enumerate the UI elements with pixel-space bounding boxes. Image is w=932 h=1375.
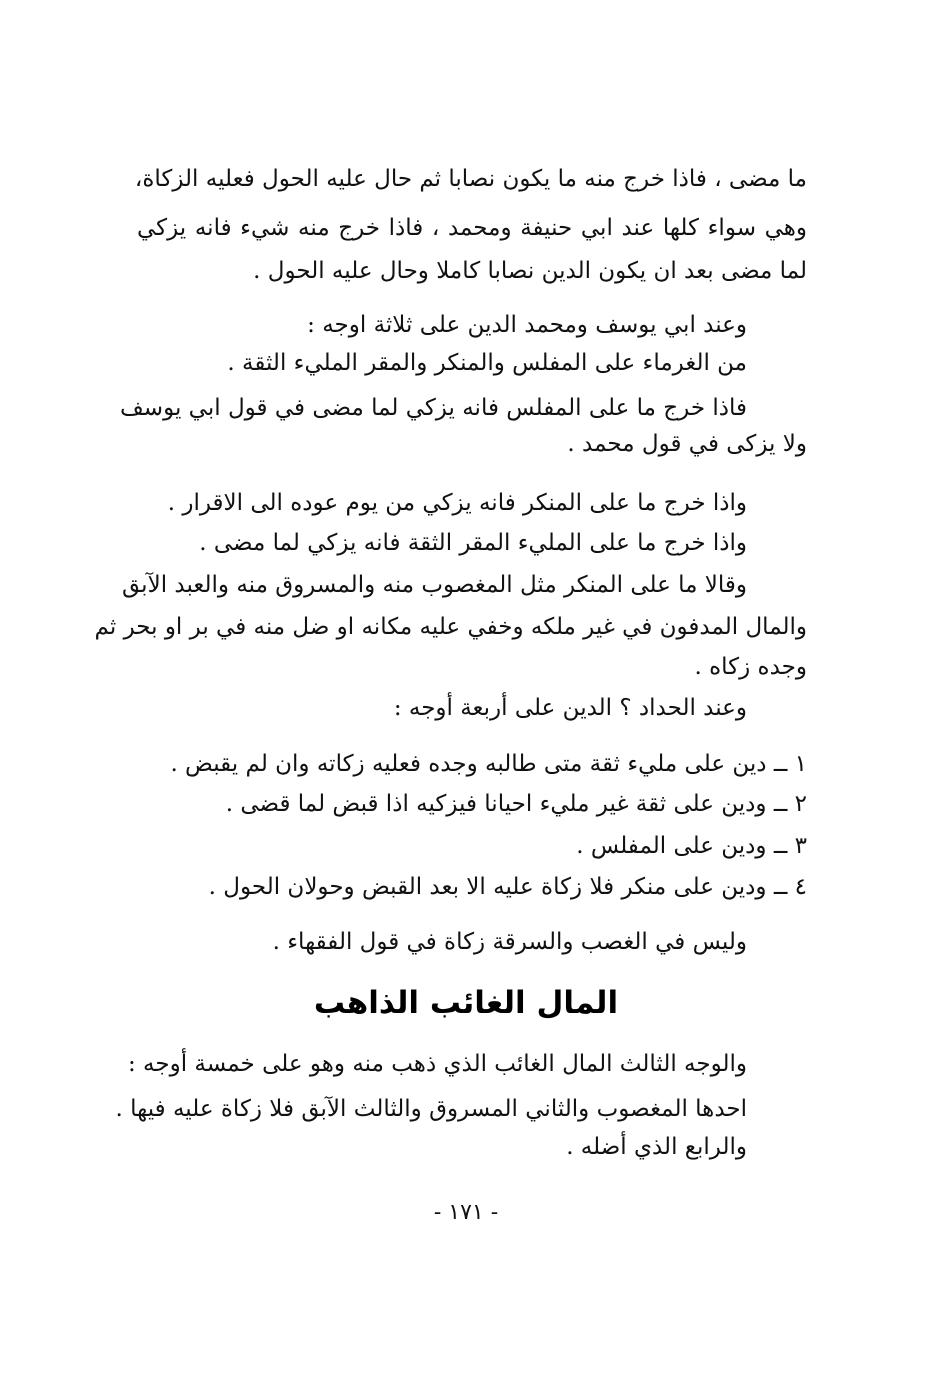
list-item: ٣ ــ ودين على المفلس . [576, 833, 807, 859]
text-line: ولا يزكى في قول محمد . [567, 431, 807, 457]
text-line: وجده زكاه . [694, 654, 807, 680]
text-line: لما مضى بعد ان يكون الدين نصابا كاملا وحال عليه الحول . [253, 258, 807, 284]
text-line: وعند ابي يوسف ومحمد الدين على ثلاثة اوجه : [307, 312, 747, 338]
list-item: ٢ ــ ودين على ثقة غير مليء احيانا فيزكيه اذا قبض لما قضى . [225, 791, 807, 817]
text-line: والوجه الثالث المال الغائب الذي ذهب منه وهو على خمسة أوجه : [127, 1051, 747, 1077]
list-item: ١ ــ دين على مليء ثقة متى طالبه وجده فعليه زكاته وان لم يقبض . [170, 751, 807, 777]
text-line: ما مضى ، فاذا خرج منه ما يكون نصابا ثم حال عليه الحول فعليه الزكاة، [134, 166, 807, 192]
text-line: فاذا خرج ما على المفلس فانه يزكي لما مضى في قول ابي يوسف [120, 395, 747, 421]
section-heading: المال الغائب الذاهب [313, 985, 619, 1021]
text-line: وعند الحداد ؟ الدين على أربعة أوجه : [393, 695, 747, 721]
text-line: واذا خرج ما على المنكر فانه يزكي من يوم عوده الى الاقرار . [167, 490, 747, 516]
text-line: وليس في الغصب والسرقة زكاة في قول الفقهاء . [272, 929, 747, 955]
text-line: وقالا ما على المنكر مثل المغصوب منه والمسروق منه والعبد الآبق [122, 572, 747, 598]
text-line: والمال المدفون في غير ملكه وخفي عليه مكانه او ضل منه في بر او بحر ثم [94, 614, 807, 640]
text-line: واذا خرج ما على المليء المقر الثقة فانه يزكي لما مضى . [199, 530, 747, 556]
page-number: - ١٧١ - [433, 1200, 499, 1225]
text-line: والرابع الذي أضله . [566, 1134, 747, 1160]
text-line: وهي سواء كلها عند ابي حنيفة ومحمد ، فاذا خرج منه شيء فانه يزكي [137, 215, 807, 241]
text-line: من الغرماء على المفلس والمنكر والمقر المليء الثقة . [227, 350, 747, 376]
text-line: احدها المغصوب والثاني المسروق والثالث الآبق فلا زكاة عليه فيها . [115, 1096, 747, 1122]
list-item: ٤ ــ ودين على منكر فلا زكاة عليه الا بعد القبض وحولان الحول . [208, 874, 807, 900]
